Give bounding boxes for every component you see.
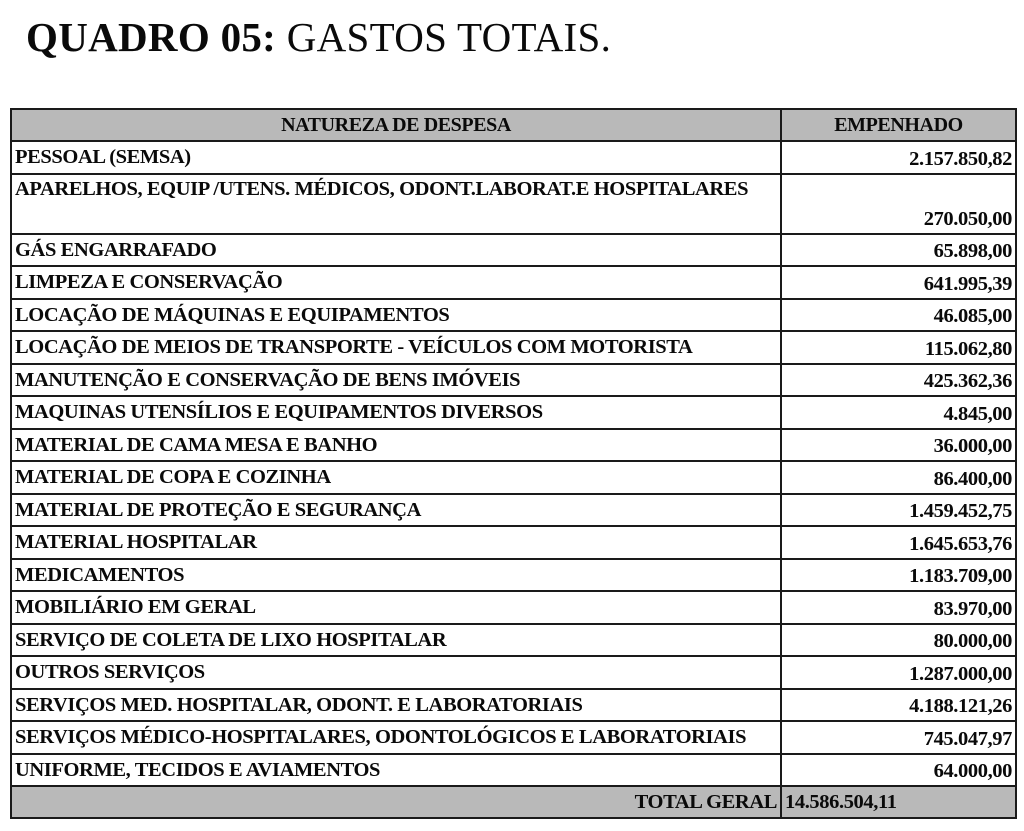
total-value: 14.586.504,11 [781,786,1016,818]
row-empenhado: 80.000,00 [781,624,1016,657]
row-natureza: MOBILIÁRIO EM GERAL [11,591,781,624]
row-natureza: MATERIAL DE PROTEÇÃO E SEGURANÇA [11,494,781,527]
row-natureza: MATERIAL DE COPA E COZINHA [11,461,781,494]
row-natureza: SERVIÇOS MÉDICO-HOSPITALARES, ODONTOLÓGICOS E LABORATORIAIS [11,721,781,754]
row-natureza: MATERIAL HOSPITALAR [11,526,781,559]
row-natureza: MATERIAL DE CAMA MESA E BANHO [11,429,781,462]
table-row [11,234,1016,267]
row-empenhado: 86.400,00 [781,461,1016,494]
table-row [11,299,1016,332]
table-row [11,396,1016,429]
expenses-table [10,108,1017,819]
table-row [11,364,1016,397]
row-empenhado: 46.085,00 [781,299,1016,332]
header-natureza: NATUREZA DE DESPESA [11,109,781,141]
row-empenhado: 83.970,00 [781,591,1016,624]
table-row [11,689,1016,722]
row-natureza: APARELHOS, EQUIP /UTENS. MÉDICOS, ODONT.LABORAT.E HOSPITALARES [11,174,781,234]
table-row [11,754,1016,787]
row-empenhado: 36.000,00 [781,429,1016,462]
table-row [11,429,1016,462]
table-row [11,331,1016,364]
title-number: QUADRO 05: [26,14,277,60]
row-empenhado: 64.000,00 [781,754,1016,787]
title-text: GASTOS TOTAIS. [286,14,612,60]
table-row [11,461,1016,494]
row-empenhado: 745.047,97 [781,721,1016,754]
row-empenhado: 1.287.000,00 [781,656,1016,689]
row-empenhado: 115.062,80 [781,331,1016,364]
row-natureza: LOCAÇÃO DE MÁQUINAS E EQUIPAMENTOS [11,299,781,332]
row-natureza: MEDICAMENTOS [11,559,781,592]
table-row [11,559,1016,592]
table-row [11,174,1016,234]
page-title [26,8,611,66]
row-natureza: LOCAÇÃO DE MEIOS DE TRANSPORTE - VEÍCULOS COM MOTORISTA [11,331,781,364]
table-row [11,624,1016,657]
row-empenhado: 65.898,00 [781,234,1016,267]
total-row [11,786,1016,818]
total-label: TOTAL GERAL [11,786,781,818]
table-row [11,721,1016,754]
row-empenhado: 4.188.121,26 [781,689,1016,722]
table-row [11,141,1016,174]
row-empenhado: 4.845,00 [781,396,1016,429]
header-empenhado: EMPENHADO [781,109,1016,141]
table-row [11,494,1016,527]
row-empenhado: 1.183.709,00 [781,559,1016,592]
row-natureza: GÁS ENGARRAFADO [11,234,781,267]
row-empenhado: 641.995,39 [781,266,1016,299]
row-natureza: PESSOAL (SEMSA) [11,141,781,174]
table-row [11,591,1016,624]
table-row [11,526,1016,559]
row-natureza: OUTROS SERVIÇOS [11,656,781,689]
row-natureza: LIMPEZA E CONSERVAÇÃO [11,266,781,299]
row-natureza: SERVIÇO DE COLETA DE LIXO HOSPITALAR [11,624,781,657]
row-empenhado: 270.050,00 [781,174,1016,234]
row-empenhado: 2.157.850,82 [781,141,1016,174]
row-natureza: SERVIÇOS MED. HOSPITALAR, ODONT. E LABORATORIAIS [11,689,781,722]
row-natureza: UNIFORME, TECIDOS E AVIAMENTOS [11,754,781,787]
table-row [11,656,1016,689]
row-empenhado: 1.645.653,76 [781,526,1016,559]
row-natureza: MAQUINAS UTENSÍLIOS E EQUIPAMENTOS DIVERSOS [11,396,781,429]
row-empenhado: 1.459.452,75 [781,494,1016,527]
table-header-row [11,109,1016,141]
table-row [11,266,1016,299]
row-empenhado: 425.362,36 [781,364,1016,397]
row-natureza: MANUTENÇÃO E CONSERVAÇÃO DE BENS IMÓVEIS [11,364,781,397]
